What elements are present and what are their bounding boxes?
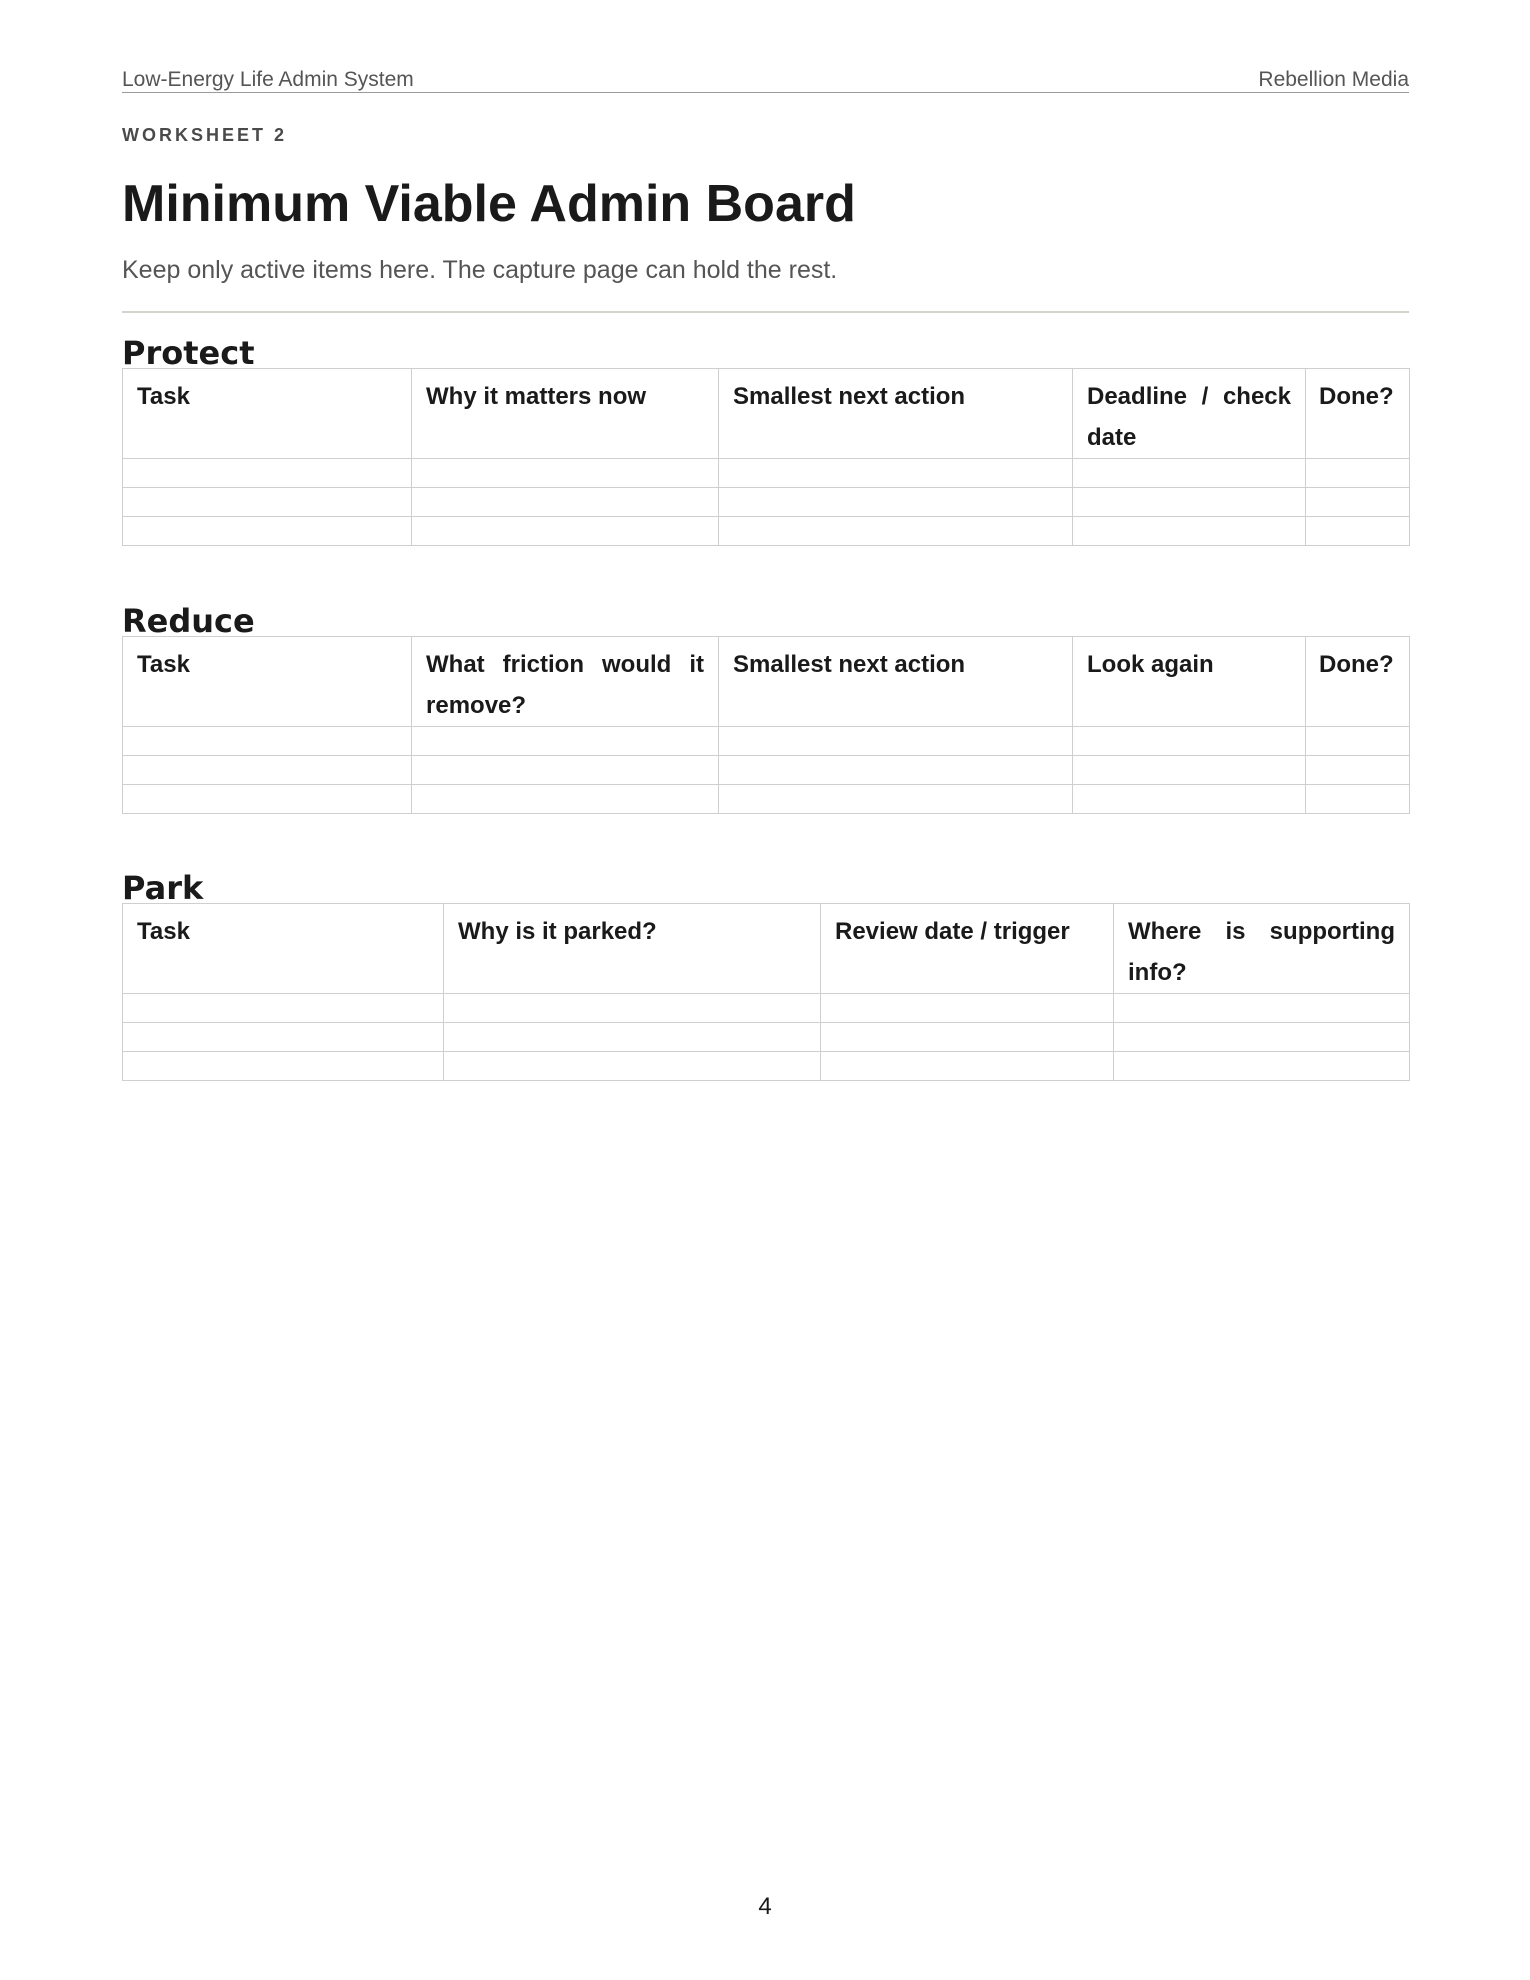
column-header: Smallest next action [719, 369, 1073, 459]
table-row [123, 994, 1410, 1023]
section-heading: Reduce [122, 602, 255, 640]
title-divider [122, 311, 1409, 313]
blank-cell[interactable] [444, 994, 821, 1023]
table-row [123, 785, 1410, 814]
column-header: Task [123, 904, 444, 994]
blank-cell[interactable] [1306, 517, 1410, 546]
column-header: What friction would it remove? [412, 637, 719, 727]
column-header: Smallest next action [719, 637, 1073, 727]
blank-cell[interactable] [1073, 488, 1306, 517]
blank-cell[interactable] [1306, 785, 1410, 814]
blank-cell[interactable] [719, 727, 1073, 756]
column-header: Task [123, 369, 412, 459]
blank-cell[interactable] [1114, 1052, 1410, 1081]
reduce-table [122, 636, 1410, 814]
column-header: Done? [1306, 637, 1410, 727]
blank-cell[interactable] [1306, 756, 1410, 785]
blank-cell[interactable] [1073, 727, 1306, 756]
blank-cell[interactable] [123, 459, 412, 488]
page-number: 4 [758, 1893, 772, 1920]
blank-cell[interactable] [1073, 459, 1306, 488]
table-header-row [123, 904, 1410, 994]
table-header-row [123, 637, 1410, 727]
blank-cell[interactable] [821, 994, 1114, 1023]
section-reduce [122, 601, 1409, 814]
table-header-row [123, 369, 1410, 459]
table-row [123, 756, 1410, 785]
blank-cell[interactable] [1114, 1023, 1410, 1052]
column-header: Task [123, 637, 412, 727]
blank-cell[interactable] [1306, 459, 1410, 488]
blank-cell[interactable] [412, 488, 719, 517]
section-protect [122, 333, 1409, 546]
column-header: Why is it parked? [444, 904, 821, 994]
section-heading: Protect [122, 334, 255, 372]
blank-cell[interactable] [1306, 488, 1410, 517]
blank-cell[interactable] [123, 994, 444, 1023]
section-park [122, 868, 1409, 1081]
header-publisher: Rebellion Media [1258, 68, 1409, 91]
blank-cell[interactable] [412, 459, 719, 488]
blank-cell[interactable] [123, 756, 412, 785]
blank-cell[interactable] [1073, 756, 1306, 785]
blank-cell[interactable] [1114, 994, 1410, 1023]
blank-cell[interactable] [444, 1052, 821, 1081]
protect-table [122, 368, 1410, 546]
table-row [123, 727, 1410, 756]
blank-cell[interactable] [123, 1052, 444, 1081]
header-document-title: Low-Energy Life Admin System [122, 68, 414, 91]
blank-cell[interactable] [412, 785, 719, 814]
table-row [123, 1052, 1410, 1081]
blank-cell[interactable] [821, 1023, 1114, 1052]
column-header: Where is supporting info? [1114, 904, 1410, 994]
page-title: Minimum Viable Admin Board [122, 175, 856, 233]
blank-cell[interactable] [123, 727, 412, 756]
section-heading: Park [122, 869, 204, 907]
column-header: Look again [1073, 637, 1306, 727]
blank-cell[interactable] [123, 488, 412, 517]
column-header: Deadline / check date [1073, 369, 1306, 459]
blank-cell[interactable] [412, 517, 719, 546]
table-row [123, 459, 1410, 488]
blank-cell[interactable] [1306, 727, 1410, 756]
blank-cell[interactable] [821, 1052, 1114, 1081]
table-row [123, 1023, 1410, 1052]
worksheet-label: WORKSHEET 2 [122, 125, 288, 145]
table-row [123, 517, 1410, 546]
blank-cell[interactable] [719, 517, 1073, 546]
blank-cell[interactable] [123, 785, 412, 814]
blank-cell[interactable] [412, 756, 719, 785]
park-table [122, 903, 1410, 1081]
running-header [122, 68, 1409, 93]
column-header: Why it matters now [412, 369, 719, 459]
table-row [123, 488, 1410, 517]
blank-cell[interactable] [123, 1023, 444, 1052]
blank-cell[interactable] [1073, 785, 1306, 814]
blank-cell[interactable] [719, 488, 1073, 517]
blank-cell[interactable] [719, 756, 1073, 785]
blank-cell[interactable] [719, 459, 1073, 488]
page-subtitle: Keep only active items here. The capture page can hold the rest. [122, 256, 838, 284]
blank-cell[interactable] [123, 517, 412, 546]
blank-cell[interactable] [412, 727, 719, 756]
column-header: Done? [1306, 369, 1410, 459]
blank-cell[interactable] [444, 1023, 821, 1052]
column-header: Review date / trigger [821, 904, 1114, 994]
blank-cell[interactable] [719, 785, 1073, 814]
blank-cell[interactable] [1073, 517, 1306, 546]
